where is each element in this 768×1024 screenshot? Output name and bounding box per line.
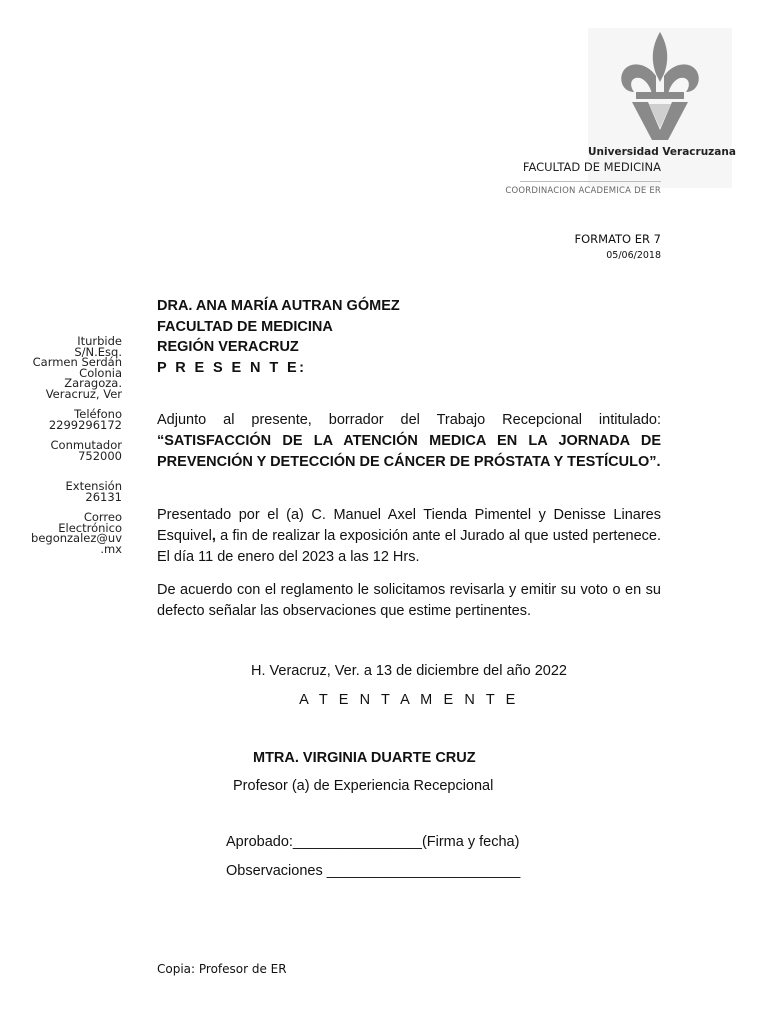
closing-word: A T E N T A M E N T E: [299, 692, 519, 708]
signature-name: MTRA. VIRGINIA DUARTE CRUZ: [253, 750, 476, 766]
sidebar-phone: [4, 409, 122, 430]
addressee-block: [157, 296, 400, 378]
approval-line: Aprobado:________________(Firma y fecha): [226, 834, 520, 850]
place-date: H. Veracruz, Ver. a 13 de diciembre del año 2022: [251, 663, 567, 679]
intro-text: Adjunto al presente, borrador del Trabajo Recepcional intitulado:: [157, 412, 661, 428]
coordination-header: COORDINACION ACADEMICA DE ER: [505, 186, 661, 196]
email-value: begonzalez@uv: [31, 531, 122, 545]
format-code: FORMATO ER 7: [574, 232, 661, 246]
presented-text: Presentado por el (a) C. Manuel Axel Tienda Pimentel y Denisse Linares Esquivel: [157, 507, 661, 544]
address-line: Colonia: [79, 365, 122, 380]
extension-value: 26131: [85, 489, 122, 504]
intro-paragraph: [157, 410, 661, 473]
presented-text-cont: a fin de realizar la exposición ante el Jurado al que usted pertenece. El día 11 de enero del 2023 a las 12 Hrs.: [157, 528, 661, 565]
sidebar-email: [4, 512, 122, 554]
address-line: S/N.Esq.: [74, 344, 122, 359]
phone-value: 2299296172: [48, 417, 122, 432]
request-paragraph: De acuerdo con el reglamento le solicitamos revisarla y emitir su voto o en su defecto señalar las observaciones que estime pertinentes.: [157, 582, 661, 619]
presented-paragraph: [157, 505, 661, 568]
observations-line: Observaciones ________________________: [226, 863, 521, 879]
switchboard-label: Conmutador: [50, 438, 122, 452]
uv-flor-de-lis-icon: [618, 30, 702, 142]
address-line: Iturbide: [77, 334, 122, 348]
sidebar-extension: [4, 481, 122, 502]
email-label: Electrónico: [58, 520, 122, 535]
address-line: Carmen Serdán: [32, 355, 122, 369]
format-date: 05/06/2018: [606, 250, 661, 261]
extension-label: Extensión: [65, 479, 122, 493]
switchboard-value: 752000: [78, 448, 122, 463]
signature-role: Profesor (a) de Experiencia Recepcional: [233, 778, 494, 794]
address-line: Zaragoza.: [64, 376, 122, 390]
address-line: Veracruz, Ver: [45, 386, 122, 401]
faculty-header: FACULTAD DE MEDICINA: [522, 160, 661, 174]
header-divider: [520, 181, 661, 182]
email-label: Correo: [83, 510, 122, 524]
presente-heading: P R E S E N T E:: [157, 359, 307, 376]
copy-note: Copia: Profesor de ER: [157, 962, 287, 976]
addressee-faculty: FACULTAD DE MEDICINA: [157, 318, 333, 335]
sidebar-switchboard: [4, 440, 122, 461]
university-name: Universidad Veracruzana: [588, 146, 736, 158]
email-value: .mx: [100, 541, 122, 556]
thesis-title: “SATISFACCIÓN DE LA ATENCIÓN MEDICA EN LA JORNADA DE PREVENCIÓN Y DETECCIÓN DE CÁNCER DE PRÓSTATA Y TESTÍCULO”.: [157, 433, 661, 470]
phone-label: Teléfono: [74, 407, 122, 421]
addressee-region: REGIÓN VERACRUZ: [157, 339, 299, 355]
addressee-name: DRA. ANA MARÍA AUTRAN GÓMEZ: [157, 298, 400, 314]
sidebar-address: [4, 336, 122, 399]
presented-comma: ,: [211, 528, 216, 544]
